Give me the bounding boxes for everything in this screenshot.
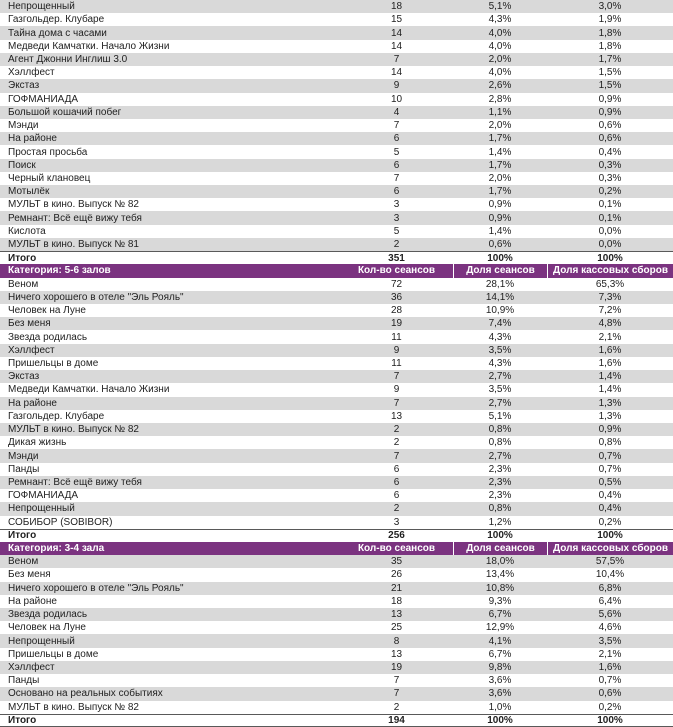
film-title-cell: Человек на Луне (8, 622, 86, 634)
film-title-cell: Газгольдер. Клубаре (8, 14, 105, 26)
sessions-share-cell: 0,8% (488, 437, 512, 449)
table-row (0, 555, 673, 568)
film-title-cell: Хэллфест (8, 344, 55, 356)
sessions-share-cell: 13,4% (485, 569, 515, 581)
film-title-cell: Хэллфест (8, 67, 55, 79)
sessions-count-cell: 11 (391, 357, 402, 369)
film-title-cell: Ничего хорошего в отеле "Эль Рояль" (8, 291, 184, 303)
sessions-share-cell: 2,7% (488, 397, 512, 409)
gross-share-cell: 0,1% (598, 212, 622, 224)
film-title-cell: На районе (8, 397, 57, 409)
film-title-cell: Мэнди (8, 450, 39, 462)
column-header: Доля сеансов (453, 264, 547, 277)
gross-share-cell: 0,1% (598, 199, 622, 211)
film-title-cell: Поиск (8, 159, 36, 171)
table-row (0, 172, 673, 185)
table-row (0, 383, 673, 396)
table-row (0, 661, 673, 674)
film-title-cell: МУЛЬТ в кино. Выпуск № 82 (8, 701, 139, 713)
gross-share-cell: 3,0% (598, 1, 622, 13)
sessions-share-cell: 2,7% (488, 450, 512, 462)
total-label: Итого (8, 530, 37, 542)
film-title-cell: Ничего хорошего в отеле "Эль Рояль" (8, 582, 184, 594)
table-row (0, 489, 673, 502)
sessions-share-cell: 2,7% (488, 371, 512, 383)
sessions-count-cell: 72 (390, 278, 403, 290)
sessions-count-cell: 14 (390, 27, 403, 39)
sessions-share-cell: 28,1% (485, 278, 515, 290)
total-row (0, 251, 673, 264)
sessions-count-cell: 21 (390, 582, 403, 594)
table-row (0, 119, 673, 132)
film-title-cell: Панды (8, 463, 40, 475)
total-value: 256 (388, 530, 405, 542)
gross-share-cell: 0,9% (598, 106, 622, 118)
sessions-share-cell: 2,3% (488, 476, 512, 488)
film-title-cell: Кислота (8, 225, 46, 237)
table-row (0, 502, 673, 515)
sessions-count-cell: 13 (390, 609, 403, 621)
sessions-count-cell: 26 (390, 569, 403, 581)
film-title-cell: Непрощенный (8, 635, 75, 647)
sessions-count-cell: 7 (393, 172, 400, 184)
gross-share-cell: 7,2% (598, 305, 622, 317)
sessions-share-cell: 5,1% (488, 410, 512, 422)
sessions-share-cell: 0,9% (488, 212, 512, 224)
sessions-count-cell: 35 (390, 556, 403, 568)
total-row (0, 714, 673, 727)
sessions-count-cell: 7 (393, 53, 400, 65)
table-row (0, 211, 673, 224)
total-label: Итого (8, 252, 37, 264)
gross-share-cell: 5,6% (598, 609, 622, 621)
section-title: Категория: 5-6 залов (8, 265, 111, 277)
sessions-count-cell: 9 (393, 344, 400, 356)
table-row (0, 634, 673, 647)
table-row (0, 225, 673, 238)
gross-share-cell: 0,9% (598, 93, 622, 105)
table-row (0, 0, 673, 13)
table-row (0, 330, 673, 343)
gross-share-cell: 1,7% (598, 53, 622, 65)
film-title-cell: Хэллфест (8, 662, 55, 674)
film-title-cell: Пришельцы в доме (8, 357, 99, 369)
sessions-share-cell: 2,3% (488, 463, 512, 475)
table-row (0, 674, 673, 687)
film-title-cell: Медведи Камчатки. Начало Жизни (8, 384, 170, 396)
sessions-share-cell: 1,7% (488, 186, 512, 198)
sessions-count-cell: 9 (393, 384, 400, 396)
sessions-share-cell: 10,9% (485, 305, 515, 317)
sessions-count-cell: 28 (390, 305, 403, 317)
film-title-cell: Веном (8, 278, 39, 290)
sessions-count-cell: 2 (393, 239, 400, 251)
total-value: 100% (487, 714, 513, 726)
table-row (0, 53, 673, 66)
table-row (0, 568, 673, 581)
gross-share-cell: 4,8% (598, 318, 622, 330)
gross-share-cell: 0,7% (598, 463, 622, 475)
sessions-count-cell: 7 (393, 397, 400, 409)
gross-share-cell: 1,9% (598, 14, 622, 26)
sessions-share-cell: 2,0% (488, 53, 512, 65)
film-title-cell: Веном (8, 556, 39, 568)
sessions-count-cell: 18 (390, 595, 403, 607)
gross-share-cell: 0,6% (598, 120, 622, 132)
film-title-cell: Без меня (8, 318, 51, 330)
gross-share-cell: 7,3% (598, 291, 622, 303)
sessions-count-cell: 11 (391, 331, 402, 343)
sessions-share-cell: 2,0% (488, 172, 512, 184)
film-title-cell: МУЛЬТ в кино. Выпуск № 81 (8, 239, 139, 251)
table-row (0, 132, 673, 145)
table-row (0, 106, 673, 119)
table-row (0, 595, 673, 608)
section-header-row (0, 264, 673, 277)
sessions-share-cell: 4,3% (488, 331, 512, 343)
sessions-count-cell: 7 (393, 688, 400, 700)
gross-share-cell: 1,4% (598, 371, 622, 383)
film-title-cell: Непрощенный (8, 503, 75, 515)
sessions-count-cell: 3 (393, 212, 400, 224)
sessions-share-cell: 14,1% (485, 291, 515, 303)
total-value: 100% (597, 714, 623, 726)
sessions-count-cell: 6 (393, 186, 400, 198)
sessions-share-cell: 0,9% (488, 199, 512, 211)
sessions-share-cell: 1,7% (488, 159, 512, 171)
sessions-share-cell: 4,1% (488, 635, 512, 647)
gross-share-cell: 1,8% (598, 40, 622, 52)
film-title-cell: Панды (8, 675, 40, 687)
total-value: 100% (597, 530, 623, 542)
sessions-count-cell: 13 (390, 410, 403, 422)
sessions-share-cell: 2,3% (488, 490, 512, 502)
table-row (0, 13, 673, 26)
table-row (0, 449, 673, 462)
gross-share-cell: 0,3% (598, 159, 622, 171)
sessions-share-cell: 18,0% (485, 556, 515, 568)
sessions-share-cell: 2,0% (488, 120, 512, 132)
gross-share-cell: 65,3% (595, 278, 625, 290)
gross-share-cell: 0,5% (598, 476, 622, 488)
sessions-share-cell: 6,7% (488, 609, 512, 621)
table-row (0, 648, 673, 661)
gross-share-cell: 0,2% (598, 186, 622, 198)
sessions-count-cell: 7 (393, 450, 400, 462)
gross-share-cell: 0,3% (598, 172, 622, 184)
sessions-share-cell: 0,8% (488, 503, 512, 515)
sessions-share-cell: 3,5% (488, 344, 512, 356)
sessions-count-cell: 10 (390, 93, 403, 105)
sessions-count-cell: 2 (393, 701, 400, 713)
gross-share-cell: 0,0% (598, 239, 622, 251)
table-row (0, 516, 673, 529)
table-row (0, 66, 673, 79)
film-title-cell: ГОФМАНИАДА (8, 490, 79, 502)
film-title-cell: МУЛЬТ в кино. Выпуск № 82 (8, 424, 139, 436)
column-header: Доля кассовых сборов (547, 264, 673, 277)
film-title-cell: Звезда родилась (8, 331, 88, 343)
sessions-share-cell: 1,4% (488, 146, 512, 158)
sessions-count-cell: 25 (390, 622, 403, 634)
table-row (0, 26, 673, 39)
film-title-cell: Основано на реальных событиях (8, 688, 163, 700)
gross-share-cell: 0,2% (598, 516, 622, 528)
table-row (0, 687, 673, 700)
total-value: 100% (597, 252, 623, 264)
sessions-share-cell: 9,8% (488, 662, 512, 674)
table-row (0, 621, 673, 634)
total-value: 100% (487, 530, 513, 542)
sessions-share-cell: 1,7% (488, 133, 512, 145)
table-row (0, 145, 673, 158)
table-row (0, 463, 673, 476)
sessions-count-cell: 6 (393, 133, 400, 145)
sessions-share-cell: 12,9% (485, 622, 515, 634)
film-title-cell: Ремнант: Всё ещё вижу тебя (8, 476, 142, 488)
film-title-cell: Простая просьба (8, 146, 88, 158)
column-header: Кол-во сеансов (357, 265, 436, 277)
sessions-share-cell: 0,8% (488, 424, 512, 436)
film-title-cell: Непрощенный (8, 1, 75, 13)
sessions-count-cell: 3 (393, 516, 400, 528)
sessions-share-cell: 3,6% (488, 688, 512, 700)
table-row (0, 238, 673, 251)
film-title-cell: Экстаз (8, 80, 40, 92)
table-row (0, 701, 673, 714)
table-row (0, 79, 673, 92)
film-title-cell: Газгольдер. Клубаре (8, 410, 105, 422)
table-row (0, 608, 673, 621)
film-title-cell: Агент Джонни Инглиш 3.0 (8, 53, 128, 65)
gross-share-cell: 2,1% (598, 331, 622, 343)
table-row (0, 397, 673, 410)
sessions-share-cell: 4,3% (488, 357, 512, 369)
film-title-cell: Мэнди (8, 120, 39, 132)
sessions-count-cell: 8 (393, 635, 400, 647)
sessions-count-cell: 19 (390, 662, 403, 674)
sessions-share-cell: 4,3% (488, 14, 512, 26)
gross-share-cell: 0,9% (598, 424, 622, 436)
sessions-count-cell: 36 (390, 291, 403, 303)
column-header: Доля кассовых сборов (547, 542, 673, 555)
gross-share-cell: 1,8% (598, 27, 622, 39)
gross-share-cell: 0,6% (598, 133, 622, 145)
table-row (0, 198, 673, 211)
sessions-count-cell: 15 (390, 14, 403, 26)
gross-share-cell: 0,8% (598, 437, 622, 449)
sessions-count-cell: 7 (393, 675, 400, 687)
gross-share-cell: 1,3% (598, 397, 622, 409)
gross-share-cell: 1,6% (598, 662, 622, 674)
gross-share-cell: 0,0% (598, 225, 622, 237)
table-row (0, 185, 673, 198)
film-title-cell: СОБИБОР (SOBIBOR) (8, 516, 113, 528)
sessions-count-cell: 7 (393, 120, 400, 132)
film-title-cell: Дикая жизнь (8, 437, 67, 449)
sessions-share-cell: 1,2% (488, 516, 512, 528)
sessions-share-cell: 6,7% (488, 648, 512, 660)
gross-share-cell: 2,1% (598, 648, 622, 660)
film-title-cell: Экстаз (8, 371, 40, 383)
film-title-cell: На районе (8, 595, 57, 607)
total-value: 194 (388, 714, 405, 726)
gross-share-cell: 57,5% (595, 556, 625, 568)
film-title-cell: ГОФМАНИАДА (8, 93, 79, 105)
total-value: 351 (388, 252, 405, 264)
sessions-share-cell: 7,4% (488, 318, 512, 330)
sessions-count-cell: 7 (393, 371, 400, 383)
table-row (0, 40, 673, 53)
table-row (0, 357, 673, 370)
gross-share-cell: 0,4% (598, 146, 622, 158)
sessions-count-cell: 13 (390, 648, 403, 660)
total-label: Итого (8, 714, 37, 726)
gross-share-cell: 3,5% (598, 635, 622, 647)
sessions-share-cell: 3,6% (488, 675, 512, 687)
sessions-share-cell: 2,8% (488, 93, 512, 105)
sessions-share-cell: 4,0% (488, 40, 512, 52)
gross-share-cell: 0,7% (598, 675, 622, 687)
sessions-count-cell: 5 (393, 225, 400, 237)
section-title: Категория: 3-4 зала (8, 543, 105, 555)
sessions-count-cell: 6 (393, 490, 400, 502)
sessions-share-cell: 1,1% (488, 106, 512, 118)
total-row (0, 529, 673, 542)
table-row (0, 291, 673, 304)
sessions-count-cell: 6 (393, 463, 400, 475)
gross-share-cell: 10,4% (595, 569, 625, 581)
film-title-cell: На районе (8, 133, 57, 145)
table-row (0, 304, 673, 317)
film-title-cell: Ремнант: Всё ещё вижу тебя (8, 212, 142, 224)
gross-share-cell: 1,3% (598, 410, 622, 422)
gross-share-cell: 0,4% (598, 490, 622, 502)
gross-share-cell: 1,6% (598, 357, 622, 369)
gross-share-cell: 1,5% (598, 80, 622, 92)
sessions-count-cell: 19 (390, 318, 403, 330)
sessions-count-cell: 4 (393, 106, 400, 118)
film-title-cell: Большой кошачий побег (8, 106, 122, 118)
sessions-share-cell: 10,8% (485, 582, 515, 594)
sessions-share-cell: 4,0% (488, 67, 512, 79)
sessions-count-cell: 3 (393, 199, 400, 211)
sessions-share-cell: 9,3% (488, 595, 512, 607)
gross-share-cell: 1,4% (598, 384, 622, 396)
table-row (0, 423, 673, 436)
film-title-cell: Медведи Камчатки. Начало Жизни (8, 40, 170, 52)
table-row (0, 317, 673, 330)
sessions-count-cell: 9 (393, 80, 400, 92)
table-row (0, 582, 673, 595)
sessions-share-cell: 2,6% (488, 80, 512, 92)
sessions-count-cell: 5 (393, 146, 400, 158)
gross-share-cell: 0,6% (598, 688, 622, 700)
sessions-share-cell: 1,4% (488, 225, 512, 237)
gross-share-cell: 0,7% (598, 450, 622, 462)
table-row (0, 476, 673, 489)
sessions-count-cell: 2 (393, 424, 400, 436)
film-title-cell: Тайна дома с часами (8, 27, 107, 39)
gross-share-cell: 0,4% (598, 503, 622, 515)
sessions-share-cell: 1,0% (488, 701, 512, 713)
table-row (0, 436, 673, 449)
table-row (0, 93, 673, 106)
sessions-share-cell: 0,6% (488, 239, 512, 251)
gross-share-cell: 1,5% (598, 67, 622, 79)
sessions-count-cell: 14 (390, 40, 403, 52)
table-row (0, 410, 673, 423)
film-title-cell: Без меня (8, 569, 51, 581)
film-title-cell: Звезда родилась (8, 609, 88, 621)
film-title-cell: Человек на Луне (8, 305, 86, 317)
sessions-count-cell: 14 (390, 67, 403, 79)
film-title-cell: Мотылёк (8, 186, 50, 198)
sessions-count-cell: 6 (393, 159, 400, 171)
column-header: Кол-во сеансов (357, 543, 436, 555)
table-row (0, 278, 673, 291)
sessions-share-cell: 4,0% (488, 27, 512, 39)
gross-share-cell: 6,8% (598, 582, 622, 594)
gross-share-cell: 1,6% (598, 344, 622, 356)
column-header: Доля сеансов (453, 542, 547, 555)
sessions-count-cell: 2 (393, 437, 400, 449)
table-row (0, 344, 673, 357)
section-header-row (0, 542, 673, 555)
sessions-share-cell: 5,1% (488, 1, 512, 13)
table-row (0, 159, 673, 172)
film-title-cell: МУЛЬТ в кино. Выпуск № 82 (8, 199, 139, 211)
gross-share-cell: 0,2% (598, 701, 622, 713)
gross-share-cell: 6,4% (598, 595, 622, 607)
sessions-share-cell: 3,5% (488, 384, 512, 396)
sessions-count-cell: 18 (390, 1, 403, 13)
sessions-count-cell: 6 (393, 476, 400, 488)
gross-share-cell: 4,6% (598, 622, 622, 634)
total-value: 100% (487, 252, 513, 264)
film-title-cell: Черный клановец (8, 172, 91, 184)
film-title-cell: Пришельцы в доме (8, 648, 99, 660)
table-row (0, 370, 673, 383)
sessions-count-cell: 2 (393, 503, 400, 515)
